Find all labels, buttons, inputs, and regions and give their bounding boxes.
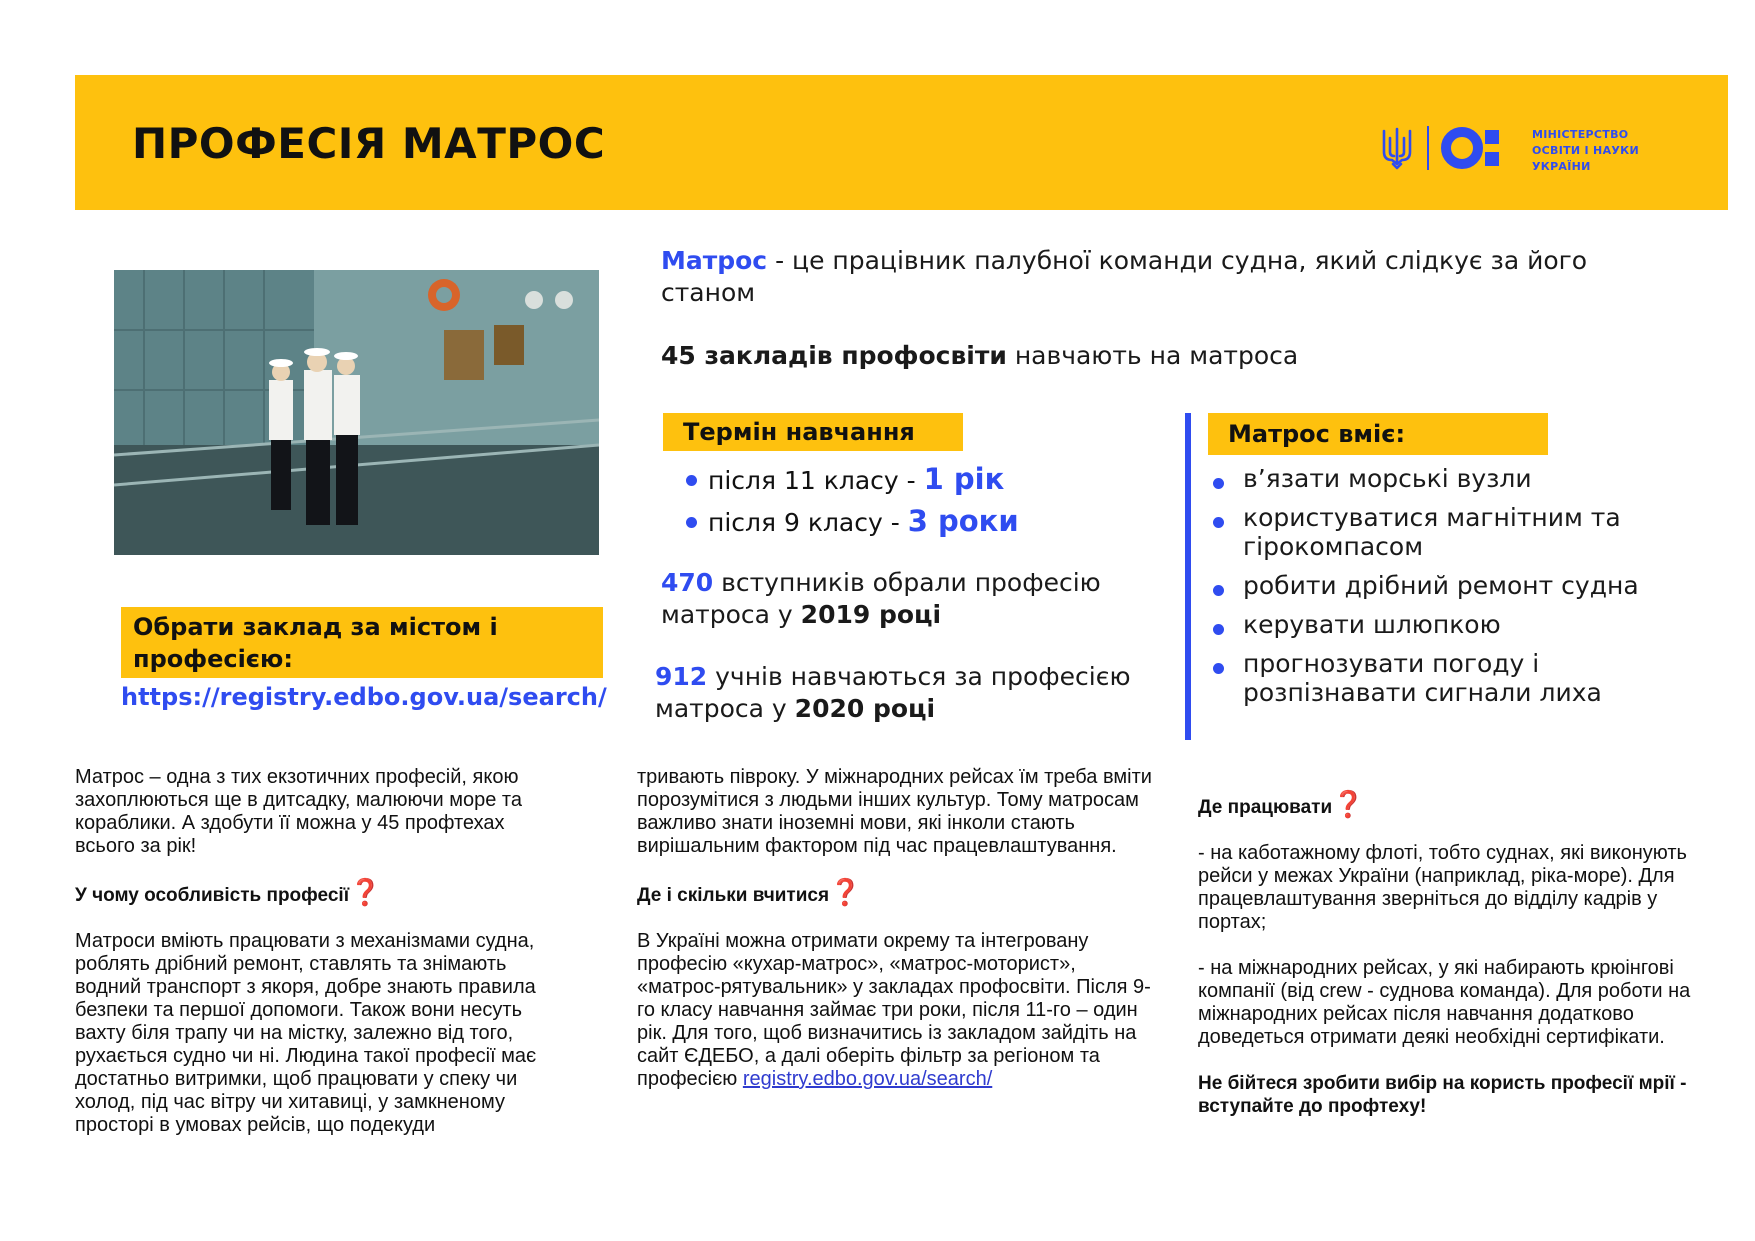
skills-divider — [1185, 413, 1191, 740]
question-mark-icon: ❓ — [349, 877, 382, 907]
article-column-2 — [637, 766, 1157, 1091]
students-text: учнів навчаються за професією матроса у — [655, 662, 1131, 723]
paragraph — [637, 930, 1157, 1091]
list-item — [686, 500, 1019, 542]
header-banner — [75, 75, 1728, 210]
term-condition: після 9 класу - — [708, 508, 908, 537]
list-item: в’язати морські вузли — [1213, 464, 1713, 493]
question-mark-icon: ❓ — [829, 877, 862, 907]
registry-inline-link[interactable]: registry.edbo.gov.ua/search/ — [742, 1068, 993, 1090]
term-value: 1 рік — [923, 462, 1005, 496]
question-mark-icon: ❓ — [1332, 789, 1365, 819]
page-title: ПРОФЕСІЯ МАТРОС — [132, 119, 606, 168]
list-item — [686, 458, 1019, 500]
section-heading — [75, 877, 565, 907]
paragraph: - на міжнародних рейсах, у які набирають крюінгові компанії (від crew - суднова команда). Для роботи на міжнародних рейсах після навчання додатково доведеться отримати деякі необхідні сертифікати. — [1198, 957, 1691, 1048]
logo-line: ОСВІТИ І НАУКИ — [1532, 144, 1639, 157]
list-item: робити дрібний ремонт судна — [1213, 571, 1713, 600]
sailors-photo — [114, 270, 599, 555]
training-duration-label: Термін навчання — [663, 413, 963, 451]
skills-list — [1213, 464, 1713, 717]
schools-count-rest: навчають на матроса — [1006, 341, 1299, 370]
applicants-year: 2019 році — [800, 600, 942, 629]
registry-label: Обрати заклад за містом і професією: — [121, 607, 603, 678]
section-heading — [1198, 789, 1698, 819]
registry-link[interactable]: https://registry.edbo.gov.ua/search/ — [121, 683, 607, 711]
logo-divider — [1427, 126, 1429, 170]
paragraph: Матрос – одна з тих екзотичних професій, якою захоплюються ще в дитсадку, малюючи море та кораблики. А здобути її можна у 45 профтехах всього за рік! — [75, 766, 522, 857]
profession-definition — [661, 245, 1661, 309]
students-stat — [655, 661, 1175, 725]
applicants-text: вступників обрали професію матроса у — [661, 568, 1101, 629]
mon-logo-mark — [1440, 126, 1520, 170]
profession-term: Матрос — [661, 246, 768, 275]
heading-text: У чому особливість професії — [75, 885, 350, 906]
sailors-illustration — [114, 270, 599, 555]
article-column-3 — [1198, 789, 1698, 1118]
definition-text: - це працівник палубної команди судна, який слідкує за його станом — [661, 246, 1588, 307]
heading-text: Де працювати — [1198, 797, 1333, 818]
term-value: 3 роки — [907, 504, 1019, 538]
article-column-1 — [75, 766, 565, 1137]
students-number: 912 — [655, 662, 708, 691]
paragraph: Матроси вміють працювати з механізмами судна, роблять дрібний ремонт, ставлять та знімають водний транспорт з якоря, добре знають правила безпеки та першої допомоги. Також вони несуть вахту біля трапу чи на містку, залежно від того, рухається судно чи ні. Людина такої професії має достатньо витримки, щоб працювати у спеку чи холод, під час вітру чи хитавиці, у замкненому просторі в умовах рейсів, що подекуди — [75, 930, 537, 1136]
ministry-logo[interactable] — [1380, 124, 1660, 174]
heading-text: Де і скільки вчитися — [637, 885, 830, 906]
paragraph: тривають півроку. У міжнародних рейсах їм треба вміти порозумітися з людьми інших культур. Тому матросам важливо знати іноземні мови, які інколи стають вирішальним фактором під час працевлаштування. — [637, 766, 1152, 857]
logo-line: УКРАЇНИ — [1532, 160, 1591, 173]
paragraph-text: В Україні можна отримати окрему та інтегровану професію «кухар-матрос», «матрос-моторист», «матрос-рятувальник» у закладах профосвіти. Після 9-го класу навчання займає три роки, після 11-го – один рік. Для того, щоб визначитись із закладом зайдіть на сайт ЄДЕБО, а далі оберіть фільтр за регіоном та професією — [637, 930, 1151, 1090]
applicants-stat — [661, 567, 1181, 631]
schools-count-bold: 45 закладів профосвіти — [661, 341, 1007, 370]
logo-line: МІНІСТЕРСТВО — [1532, 128, 1629, 141]
list-item: керувати шлюпкою — [1213, 610, 1713, 639]
tryzub-icon — [1380, 126, 1414, 170]
closing-call-to-action: Не бійтеся зробити вибір на користь професії мрії - вступайте до профтеху! — [1198, 1073, 1687, 1117]
term-condition: після 11 класу - — [708, 466, 924, 495]
section-heading — [637, 877, 1157, 907]
applicants-number: 470 — [661, 568, 714, 597]
skills-label: Матрос вміє: — [1208, 413, 1548, 455]
paragraph: - на каботажному флоті, тобто суднах, які виконують рейси у межах України (наприклад, ріка-море). Для працевлаштування зверніться до відділу кадрів у портах; — [1198, 842, 1687, 933]
ministry-name — [1532, 127, 1639, 175]
training-duration-list — [686, 458, 1019, 542]
students-year: 2020 році — [794, 694, 936, 723]
schools-count — [661, 340, 1298, 372]
list-item: прогнозувати погоду і розпізнавати сигнали лиха — [1213, 649, 1713, 707]
list-item: користуватися магнітним та гірокомпасом — [1213, 503, 1713, 561]
